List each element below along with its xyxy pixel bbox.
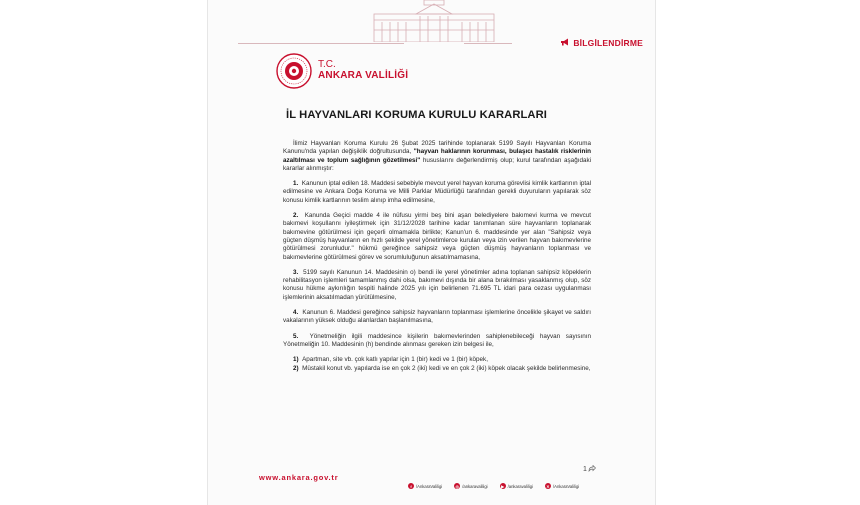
sub-item-number: 1) bbox=[293, 356, 299, 364]
document-title: İL HAYVANLARI KORUMA KURULU KARARLARI bbox=[286, 109, 548, 121]
decision-item bbox=[283, 333, 591, 350]
decision-text: Kanunun iptal edilen 18. Maddesi sebebiyle mevcut yerel hayvan koruma görevlisi kimlik kartlarının iptal edilmesine ve Ankara Doğa Koruma ve Milli Parklar Müdürlüğü tarafından gerekli duyuruların yapılarak söz konusu kimlik kartlarının teslim alınıp imha edilmesine, bbox=[283, 180, 591, 204]
social-handle: /ankaravaliligi bbox=[462, 483, 488, 489]
social-facebook[interactable] bbox=[408, 483, 442, 489]
org-prefix: T.C. bbox=[318, 59, 336, 70]
sub-item-text: Müstakil konut vb. yapılarda ise en çok 2 (iki) kedi ve en çok 2 (iki) köpek olacak şekilde belirlenmesine, bbox=[302, 364, 591, 372]
decision-number: 1. bbox=[293, 180, 299, 188]
decision-number: 4. bbox=[293, 309, 299, 317]
decision-text: Yönetmeliğin ilgili maddesince kişilerin bakımevlerinden sahiplenebileceği hayvan sayısının Yönetmeliğin 10. Maddesinin (h) bendinde alınması gereken izin belgesi ile, bbox=[283, 332, 591, 348]
website-link[interactable]: www.ankara.gov.tr bbox=[259, 473, 339, 482]
document-body bbox=[283, 140, 591, 373]
announcement-label-text: BİLGİLENDİRME bbox=[573, 38, 643, 48]
sub-item-number: 2) bbox=[293, 364, 299, 372]
social-instagram[interactable] bbox=[454, 483, 487, 489]
intro-text-1: İlimiz Hayvanları Koruma Kurulu 26 Şubat 2025 tarihinde toplanarak 5199 Sayılı Hayvanları Koruma Kanunu'nda yapılan değişiklik doğrultusunda, bbox=[283, 140, 591, 156]
decision-text: Kanunda Geçici madde 4 ile nüfusu yirmi beş bini aşan belediyelere bakımevi kurma ve mevcut bakımevi koşullarını iyileştirmek için 31/12/2028 tarihine kadar tanımlanan süre hayvanların toplanarak bakımevine götürülmesi için geçerli olmamakla birlikte; Kanun'un 6. maddesinde yer alan "Sahipsiz veya güçten düşmüş hayvanların en hızlı şekilde yerel yönetimlerce kurulan veya izin verilen hayvan bakımevlerine götürülmesi zorunludur." hükmü gereğince sahipsiz veya güçten düşmüş hayvanların toplanması ve bakımevlerine götürülmesi görev ve sorumluluğunun aksatılmamasına, bbox=[283, 212, 592, 261]
decision-item bbox=[283, 212, 591, 262]
header-divider-right bbox=[464, 43, 512, 44]
social-handle: /AnkaraValiligi bbox=[416, 483, 443, 489]
decision-item bbox=[283, 309, 591, 326]
sub-item bbox=[283, 356, 591, 364]
decision-text: Kanunun 6. Maddesi gereğince sahipsiz hayvanların toplanması işlemlerine öncelikle şikayet ve saldırı vakalarının yüksek olduğu alanlardan başlanılmasına, bbox=[283, 309, 592, 325]
social-handle: /ankaravaliligi bbox=[507, 483, 533, 489]
share-arrow-icon bbox=[588, 465, 596, 474]
facebook-icon: f bbox=[408, 483, 414, 489]
x-icon: ✕ bbox=[546, 483, 550, 489]
document-page bbox=[207, 0, 656, 505]
decision-item bbox=[283, 180, 591, 205]
decision-number: 2. bbox=[293, 212, 299, 220]
instagram-icon: ◎ bbox=[455, 483, 459, 489]
org-name: ANKARA VALİLİĞİ bbox=[318, 70, 409, 81]
page-number bbox=[583, 465, 596, 474]
intro-text-2: hususlarını değerlendirmiş olup; kurul tarafından aşağıdaki kararlar alınmıştır: bbox=[283, 156, 591, 172]
header-divider-left bbox=[238, 43, 404, 44]
ankara-valiligi-seal-icon bbox=[276, 53, 312, 89]
youtube-icon: ▶ bbox=[501, 483, 505, 489]
sub-item bbox=[283, 365, 591, 373]
social-handle: /AnkaraValiligi bbox=[552, 483, 580, 489]
government-building-illustration bbox=[364, 0, 504, 42]
page-number-text: 1 bbox=[583, 466, 587, 473]
decision-text: 5199 sayılı Kanunun 14. Maddesinin o) bendi ile yerel yönetimler adına toplanan sahipsiz köpeklerin rehabilitasyon işlemleri tamamlanmış dahi olsa, bakımevi dışında bir alana bırakılması yasaklanmış olup, söz konusu hükme aykırılığın tespiti halinde 2025 yılı için belirlenen 71.695 TL idari para cezası uygulanması işlemlerinin aksatılmadan yürütülmesine, bbox=[283, 268, 591, 301]
sub-item-text: Apartman, site vb. çok katlı yapılar için 1 (bir) kedi ve 1 (bir) köpek, bbox=[302, 356, 488, 364]
decision-item bbox=[283, 269, 591, 302]
decision-number: 3. bbox=[293, 268, 299, 276]
decision-number: 5. bbox=[293, 332, 299, 340]
social-x[interactable] bbox=[545, 483, 579, 489]
social-links bbox=[408, 483, 579, 489]
social-youtube[interactable] bbox=[500, 483, 533, 489]
left-gutter bbox=[0, 0, 207, 505]
intro-bold: "hayvan haklarının korunması, bulaşıcı hastalık risklerinin azaltılması ve toplum sağlığının gözetilmesi" bbox=[283, 148, 591, 164]
megaphone-icon bbox=[560, 38, 570, 48]
intro-paragraph bbox=[283, 140, 591, 173]
announcement-label bbox=[560, 38, 643, 48]
